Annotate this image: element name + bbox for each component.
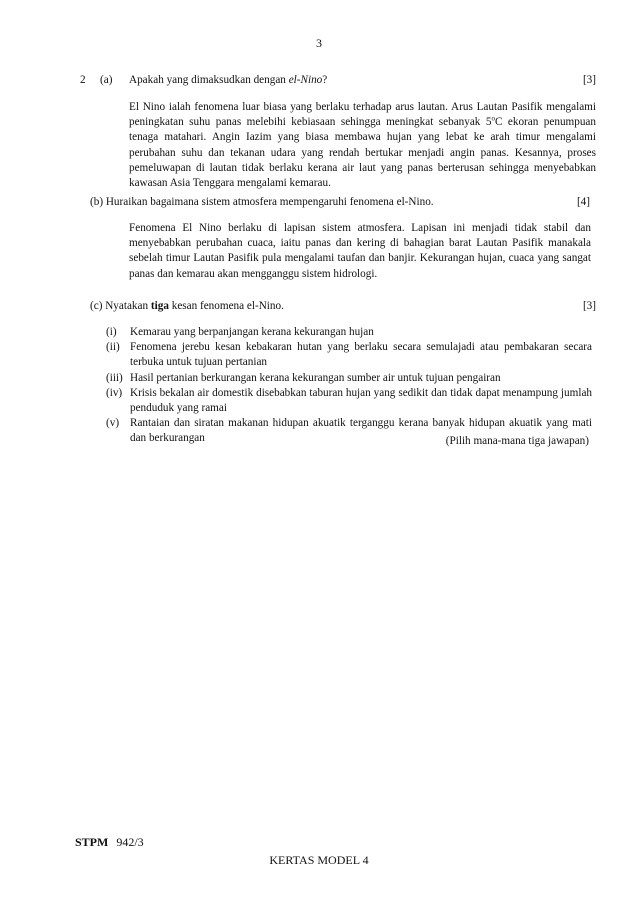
paper-title: KERTAS MODEL 4	[269, 853, 369, 867]
question-number: 2	[80, 74, 86, 86]
list-item-number: (v)	[106, 417, 120, 430]
list-item-text: Krisis bekalan air domestik disebabkan taburan hujan yang sedikit dan tidak dapat menampung jumlah penduduk yang ramai	[130, 386, 592, 415]
part-c-prompt-text: (c) Nyatakan	[90, 300, 151, 312]
list-item-text: Fenomena jerebu kesan kebakaran hutan yang berlaku secara semulajadi atau pembakaran secara terbuka untuk tujuan pertanian	[130, 341, 592, 369]
part-c-prompt	[90, 299, 284, 314]
list-item-text: Kemarau yang berpanjangan kerana kekurangan hujan	[130, 326, 374, 338]
list-item-number: (i)	[106, 326, 117, 338]
part-c-marks: [3]	[582, 300, 596, 312]
part-b-marks: [4]	[576, 196, 590, 208]
part-a-prompt-term: el-Nino	[288, 74, 323, 86]
list-item	[106, 325, 592, 340]
part-a-marks: [3]	[582, 74, 596, 86]
part-a-prompt-end: ?	[322, 74, 328, 86]
paper-code	[75, 835, 144, 850]
list-item-number: (ii)	[106, 341, 120, 354]
paper-code-bold: STPM	[75, 835, 109, 849]
page-number: 3	[316, 36, 322, 50]
part-a-answer-text-1: El Nino ialah fenomena luar biasa yang berlaku terhadap arus lautan. Arus Lautan Pasifik mengalami peningkatan suhu panas melebihi kebiasaan sehingga meningkat sebanyak 5	[129, 101, 596, 129]
part-c-answer-list	[106, 325, 592, 447]
question-2a-header	[80, 73, 596, 89]
list-item	[106, 340, 592, 370]
choice-note: (Pilih mana-mana tiga jawapan)	[445, 435, 589, 447]
part-a-label: (a)	[100, 74, 113, 86]
part-a-prompt	[129, 73, 327, 88]
list-item	[106, 371, 592, 386]
part-a-answer	[129, 100, 596, 191]
question-2b-header	[90, 195, 590, 211]
list-item	[106, 386, 592, 416]
part-c-prompt-bold: tiga	[150, 300, 169, 312]
part-b-answer: Fenomena El Nino berlaku di lapisan sistem atmosfera. Lapisan ini menjadi tidak stabil dan menyebabkan perubahan cuaca, iaitu panas dan kering di bahagian barat Lautan Pasifik manakala sebelah timur Lautan Pasifik pula mengalami taufan dan banjir. Kekurangan hujan, cuaca yang sangat panas dan kemarau akan mengganggu sistem hidrologi.	[129, 222, 591, 280]
part-a-answer-text-2: C ekoran penumpuan tenaga matahari. Angin Iazim yang biasa membawa hujan yang lebat ke arah timur mengalami perubahan suhu dan tekanan udara yang rendah bertukar menjadi angin panas. Kesannya, proses pemeluwapan di lautan tidak berlaku kerana air laut yang panas berterusan sehingga menyebabkan kawasan Asia Tenggara mengalami kemarau.	[129, 116, 596, 190]
list-item-text: Rantaian dan siratan makanan hidupan akuatik terganggu kerana banyak hidupan akuatik yang mati dan berkurangan	[130, 417, 592, 445]
question-2c-header	[90, 299, 596, 315]
degree-superscript: o	[491, 114, 495, 123]
part-b-prompt: (b) Huraikan bagaimana sistem atmosfera mempengaruhi fenomena el-Nino.	[90, 196, 434, 208]
list-item-number: (iv)	[106, 386, 123, 399]
part-a-prompt-text: Apakah yang dimaksudkan dengan	[129, 74, 289, 86]
paper-code-number: 942/3	[116, 835, 144, 849]
list-item-text: Hasil pertanian berkurangan kerana kekurangan sumber air untuk tujuan pengairan	[130, 371, 501, 384]
list-item-number: (iii)	[106, 371, 123, 384]
part-c-prompt-end: kesan fenomena el-Nino.	[168, 300, 284, 312]
